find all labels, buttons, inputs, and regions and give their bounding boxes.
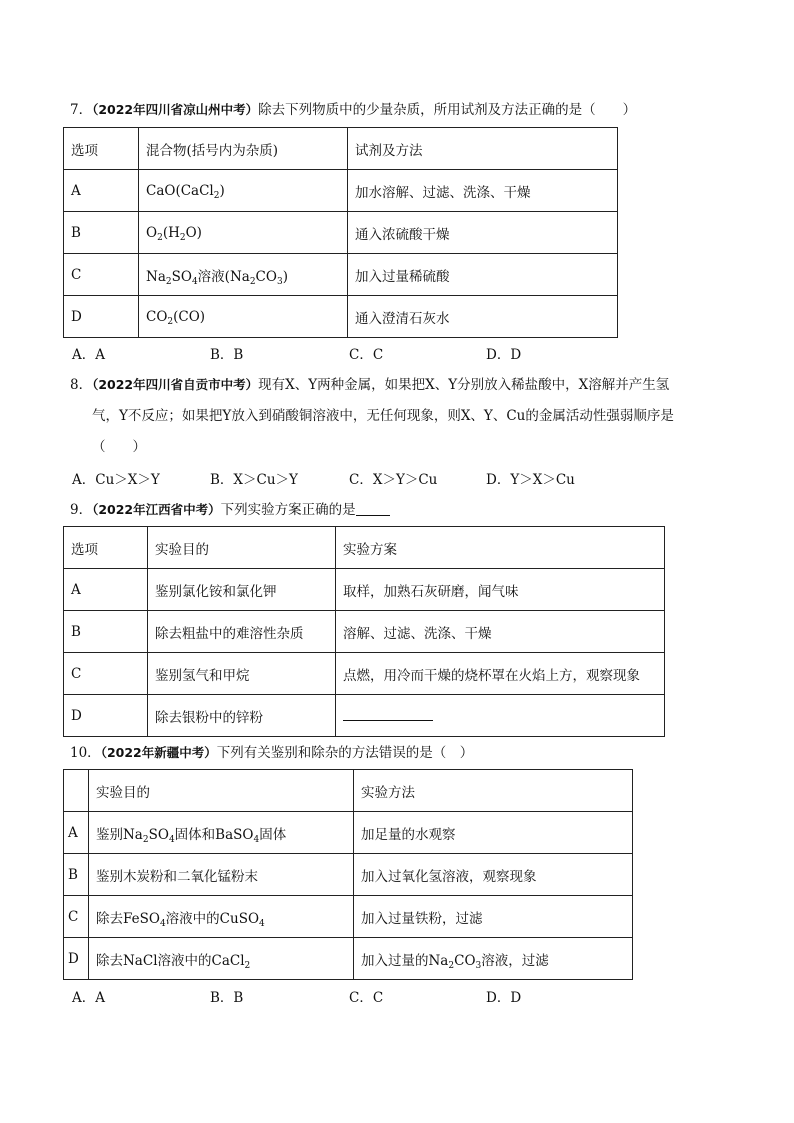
q10-table xyxy=(63,769,633,980)
goal-cell: 除去FeSO$_4$溶液中的CuSO$_4$ xyxy=(89,896,354,938)
question-10-stem xyxy=(70,742,730,764)
mixture-cell: $CO_2(CO)$ xyxy=(139,296,348,338)
option-cell: C xyxy=(64,896,89,938)
choice-b[interactable]: B．B xyxy=(210,990,244,1006)
choice-a[interactable]: A．Cu＞X＞Y xyxy=(72,472,160,488)
choice-b[interactable]: B．X＞Cu＞Y xyxy=(210,472,298,488)
question-8-line-3: （ ） xyxy=(92,439,146,455)
question-number: 10． xyxy=(70,745,101,761)
plan-cell xyxy=(336,695,665,737)
option-cell: B xyxy=(64,854,89,896)
mixture-cell: CaO(CaCl$_2$) xyxy=(139,170,348,212)
table-row xyxy=(64,212,618,254)
goal-cell: 鉴别氯化铵和氯化钾 xyxy=(148,569,336,611)
plan-cell: 溶解、过滤、洗涤、干燥 xyxy=(336,611,665,653)
table-row xyxy=(64,254,618,296)
table-row xyxy=(64,170,618,212)
question-8-line-2: 气，Y不反应；如果把Y放入到硝酸铜溶液中，无任何现象，则X、Y、Cu的金属活动性强弱顺序是 xyxy=(92,408,674,424)
choice-d[interactable]: D．D xyxy=(486,990,522,1006)
goal-cell: 鉴别氢气和甲烷 xyxy=(148,653,336,695)
choice-c[interactable]: C．X＞Y＞Cu xyxy=(349,472,438,488)
question-8-stem xyxy=(70,374,730,396)
table-row xyxy=(64,653,665,695)
goal-cell: 除去NaCl溶液中的CaCl$_2$ xyxy=(89,938,354,980)
method-cell: 加入过氧化氢溶液，观察现象 xyxy=(354,854,633,896)
method-cell: 加足量的水观察 xyxy=(354,812,633,854)
method-cell: 通入浓硫酸干燥 xyxy=(348,212,618,254)
goal-cell: 鉴别$Na_2SO_4$固体和BaSO$_4$固体 xyxy=(89,812,354,854)
choice-b[interactable]: B．B xyxy=(210,347,244,363)
question-source: （2022年江西省中考） xyxy=(92,502,221,517)
table-row xyxy=(64,854,633,896)
question-number: 8． xyxy=(70,377,93,393)
table-header: 选项 xyxy=(64,527,148,569)
q10-choices xyxy=(72,986,672,1006)
question-text: 下列实验方案正确的是 xyxy=(220,502,356,518)
question-9-stem xyxy=(70,499,730,521)
method-cell: 加入过量的$Na_2CO_3$溶液，过滤 xyxy=(354,938,633,980)
table-row xyxy=(64,569,665,611)
table-row xyxy=(64,812,633,854)
option-cell: D xyxy=(64,938,89,980)
option-cell: C xyxy=(64,254,139,296)
table-header: 实验目的 xyxy=(148,527,336,569)
table-header-row xyxy=(64,527,665,569)
method-cell: 加入过量铁粉，过滤 xyxy=(354,896,633,938)
plan-cell: 取样，加熟石灰研磨，闻气味 xyxy=(336,569,665,611)
goal-cell: 鉴别木炭粉和二氧化锰粉末 xyxy=(89,854,354,896)
option-cell: D xyxy=(64,695,148,737)
option-cell: B xyxy=(64,611,148,653)
q7-choices xyxy=(72,343,672,363)
question-source: （2022年新疆中考） xyxy=(100,745,217,760)
table-header: 选项 xyxy=(64,128,139,170)
question-text: 除去下列物质中的少量杂质，所用试剂及方法正确的是（ ） xyxy=(258,102,637,118)
option-cell: B xyxy=(64,212,139,254)
table-header: 实验方法 xyxy=(354,770,633,812)
choice-d[interactable]: D．D xyxy=(486,347,522,363)
choice-a[interactable]: A．A xyxy=(72,347,105,363)
table-row xyxy=(64,695,665,737)
table-header: 混合物(括号内为杂质) xyxy=(139,128,348,170)
question-number: 7． xyxy=(70,102,93,118)
option-cell: A xyxy=(64,812,89,854)
mixture-cell: $Na_2SO_4$溶液$(Na_2CO_3)$ xyxy=(139,254,348,296)
q7-table xyxy=(63,127,618,338)
question-number: 9． xyxy=(70,502,93,518)
option-cell: D xyxy=(64,296,139,338)
table-header: 试剂及方法 xyxy=(348,128,618,170)
question-text: 下列有关鉴别和除杂的方法错误的是（ ） xyxy=(216,745,474,761)
table-header-row xyxy=(64,770,633,812)
table-header: 实验目的 xyxy=(89,770,354,812)
table-row xyxy=(64,611,665,653)
table-header: 实验方案 xyxy=(336,527,665,569)
question-7-stem xyxy=(70,99,730,121)
choice-c[interactable]: C．C xyxy=(349,990,384,1006)
mixture-cell: $O_2(H_2O)$ xyxy=(139,212,348,254)
table-row xyxy=(64,296,618,338)
table-row xyxy=(64,938,633,980)
plan-cell: 点燃，用冷而干燥的烧杯罩在火焰上方，观察现象 xyxy=(336,653,665,695)
answer-blank[interactable] xyxy=(343,706,433,721)
method-cell: 加入过量稀硫酸 xyxy=(348,254,618,296)
goal-cell: 除去银粉中的锌粉 xyxy=(148,695,336,737)
q8-choices xyxy=(72,468,672,488)
method-cell: 通入澄清石灰水 xyxy=(348,296,618,338)
option-cell: A xyxy=(64,569,148,611)
answer-blank[interactable] xyxy=(356,501,390,516)
method-cell: 加水溶解、过滤、洗涤、干燥 xyxy=(348,170,618,212)
choice-a[interactable]: A．A xyxy=(72,990,105,1006)
option-cell: A xyxy=(64,170,139,212)
choice-c[interactable]: C．C xyxy=(349,347,384,363)
option-cell: C xyxy=(64,653,148,695)
question-source: （2022年四川省自贡市中考） xyxy=(92,377,259,392)
table-header xyxy=(64,770,89,812)
question-text: 现有X、Y两种金属，如果把X、Y分别放入稀盐酸中，X溶解并产生氢 xyxy=(258,377,670,393)
q9-table xyxy=(63,526,665,737)
choice-d[interactable]: D．Y＞X＞Cu xyxy=(486,472,575,488)
table-row xyxy=(64,896,633,938)
question-source: （2022年四川省凉山州中考） xyxy=(92,102,259,117)
table-header-row xyxy=(64,128,618,170)
goal-cell: 除去粗盐中的难溶性杂质 xyxy=(148,611,336,653)
